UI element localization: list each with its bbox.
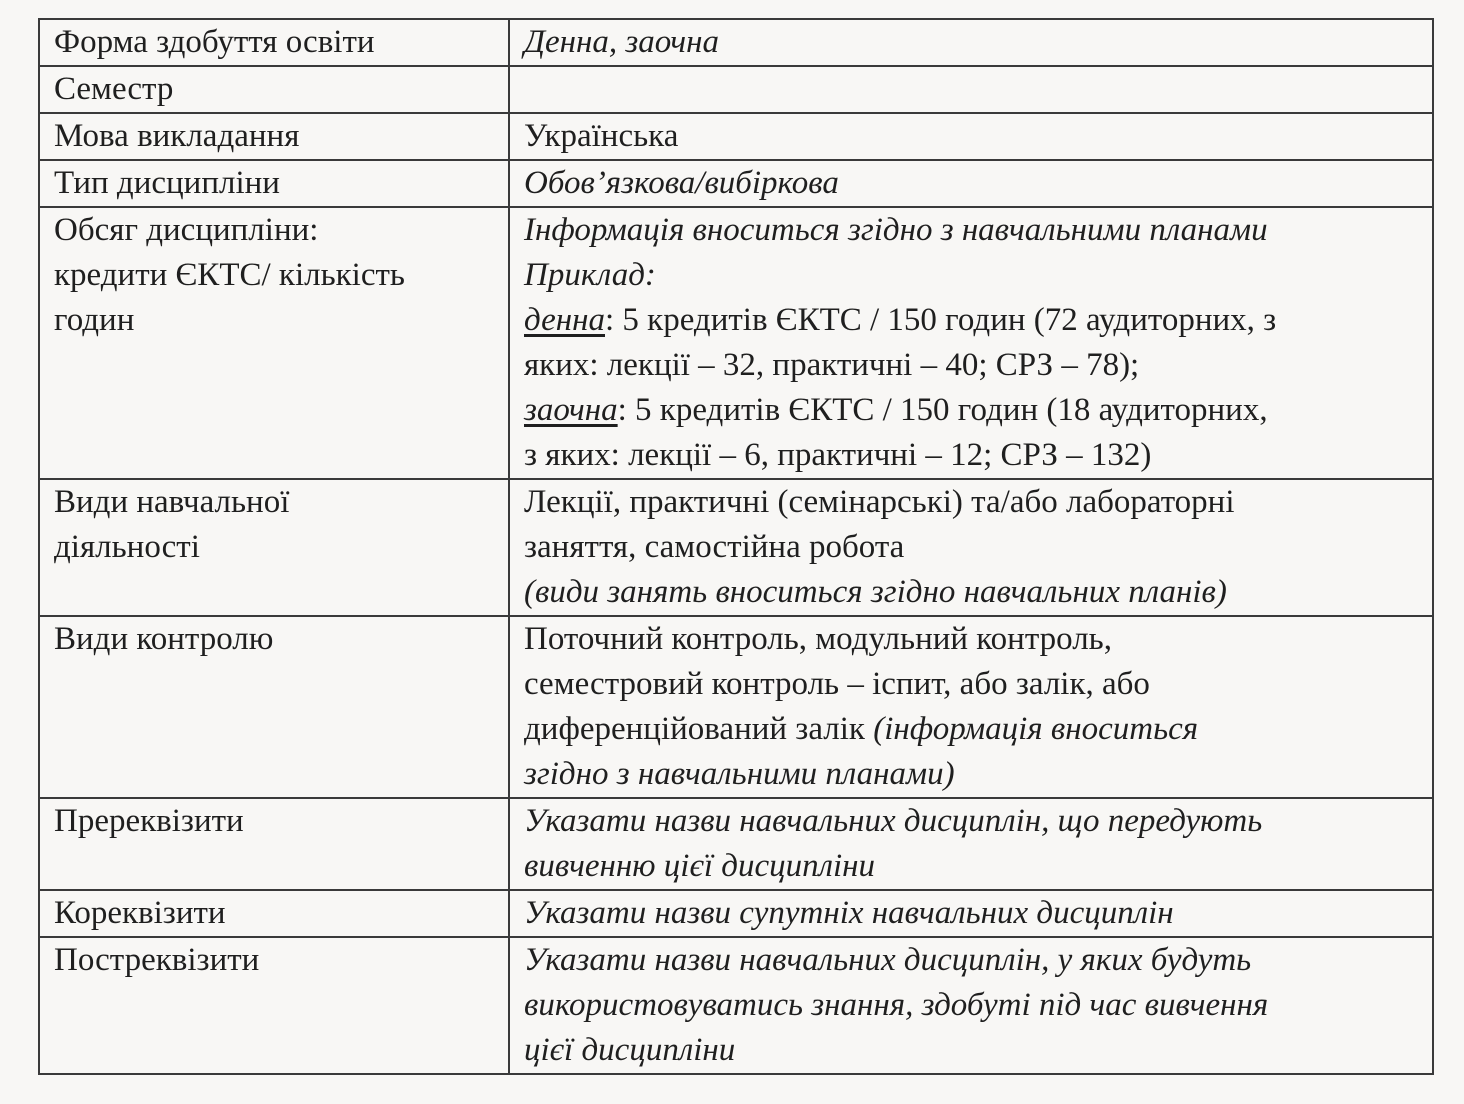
table-row (39, 160, 1433, 207)
row-value-line (524, 161, 1432, 206)
row-value-cell (509, 160, 1433, 207)
row-value-cell (509, 616, 1433, 798)
row-value-line (524, 298, 1432, 343)
table-row (39, 66, 1433, 113)
text-segment: семестровий контроль – іспит, або залік, або (524, 666, 1150, 702)
row-value-line (524, 525, 1432, 570)
text-segment: заняття, самостійна робота (524, 529, 905, 565)
row-value-line (524, 433, 1432, 478)
row-value-line (524, 752, 1432, 797)
text-segment: (види занять вноситься згідно навчальних планів) (524, 574, 1227, 610)
row-value-line (524, 20, 1432, 65)
text-segment: згідно з навчальними планами) (524, 756, 955, 792)
table-row (39, 890, 1433, 937)
text-segment: Інформація вноситься згідно з навчальними планами (524, 212, 1268, 248)
text-segment: Указати назви навчальних дисциплін, у яких будуть (524, 942, 1252, 978)
row-value-cell (509, 937, 1433, 1074)
text-segment: денна (524, 302, 605, 338)
row-value-cell (509, 207, 1433, 479)
text-segment: Поточний контроль, модульний контроль, (524, 621, 1112, 657)
row-label-cell (39, 113, 509, 160)
row-label-line: Форма здобуття освіти (54, 24, 375, 60)
row-label-cell (39, 937, 509, 1074)
row-label-line: діяльності (54, 529, 200, 565)
text-segment: (інформація вноситься (873, 711, 1199, 747)
text-segment: Приклад: (524, 257, 656, 293)
text-segment: Денна, заочна (524, 24, 720, 60)
row-label-line: Семестр (54, 71, 174, 107)
table-row (39, 616, 1433, 798)
text-segment: Указати назви супутніх навчальних дисциплін (524, 895, 1174, 931)
row-value-line (524, 707, 1432, 752)
row-label-line: годин (54, 302, 135, 338)
text-segment: Обов’язкова/вибіркова (524, 165, 839, 201)
row-label-line: Кореквізити (54, 895, 226, 931)
table-row (39, 113, 1433, 160)
row-value-cell (509, 479, 1433, 616)
row-value-cell (509, 890, 1433, 937)
row-value-cell (509, 798, 1433, 890)
table-row (39, 937, 1433, 1074)
row-label-line: Тип дисципліни (54, 165, 280, 201)
row-value-line (524, 480, 1432, 525)
row-label-cell (39, 616, 509, 798)
text-segment: : 5 кредитів ЄКТС / 150 годин (72 аудиторних, з (605, 302, 1277, 338)
row-value-cell (509, 113, 1433, 160)
row-value-cell (509, 66, 1433, 113)
row-label-cell (39, 66, 509, 113)
row-label-line: Види контролю (54, 621, 274, 657)
row-value-line (524, 983, 1432, 1028)
row-value-line (524, 570, 1432, 615)
row-value-line (524, 938, 1432, 983)
row-label-line: Види навчальної (54, 484, 290, 520)
row-label-cell (39, 207, 509, 479)
row-value-line (524, 208, 1432, 253)
text-segment: Лекції, практичні (семінарські) та/або лабораторні (524, 484, 1235, 520)
text-segment: цієї дисципліни (524, 1032, 736, 1068)
table-row (39, 19, 1433, 66)
row-value-line (524, 799, 1432, 844)
row-label-cell (39, 890, 509, 937)
text-segment: : 5 кредитів ЄКТС / 150 годин (18 аудиторних, (617, 392, 1268, 428)
row-label-line: Мова викладання (54, 118, 300, 154)
text-segment: вивченню цієї дисципліни (524, 848, 876, 884)
row-value-line (524, 388, 1432, 433)
row-label-line: Постреквізити (54, 942, 260, 978)
row-label-cell (39, 479, 509, 616)
course-info-table (38, 18, 1434, 1075)
text-segment: заочна (524, 392, 618, 428)
row-value-line (524, 253, 1432, 298)
table-row (39, 207, 1433, 479)
text-segment: диференційований залік (524, 711, 874, 747)
row-label-cell (39, 798, 509, 890)
table-row (39, 479, 1433, 616)
row-label-line: Обсяг дисципліни: (54, 212, 319, 248)
row-value-line (524, 617, 1432, 662)
row-value-cell (509, 19, 1433, 66)
row-label-cell (39, 19, 509, 66)
table-body (39, 19, 1433, 1074)
row-value-line (524, 844, 1432, 889)
text-segment: яких: лекції – 32, практичні – 40; СРЗ – 78); (524, 347, 1140, 383)
row-value-line (524, 662, 1432, 707)
row-value-line (524, 891, 1432, 936)
row-value-line (524, 1028, 1432, 1073)
text-segment: Українська (524, 118, 679, 154)
text-segment: з яких: лекції – 6, практичні – 12; СРЗ – 132) (524, 437, 1152, 473)
row-label-line: кредити ЄКТС/ кількість (54, 257, 405, 293)
row-label-cell (39, 160, 509, 207)
table-row (39, 798, 1433, 890)
text-segment: використовуватись знання, здобуті під час вивчення (524, 987, 1269, 1023)
row-label-line: Пререквізити (54, 803, 244, 839)
row-value-line (524, 343, 1432, 388)
row-value-line (524, 114, 1432, 159)
text-segment: Указати назви навчальних дисциплін, що передують (524, 803, 1263, 839)
